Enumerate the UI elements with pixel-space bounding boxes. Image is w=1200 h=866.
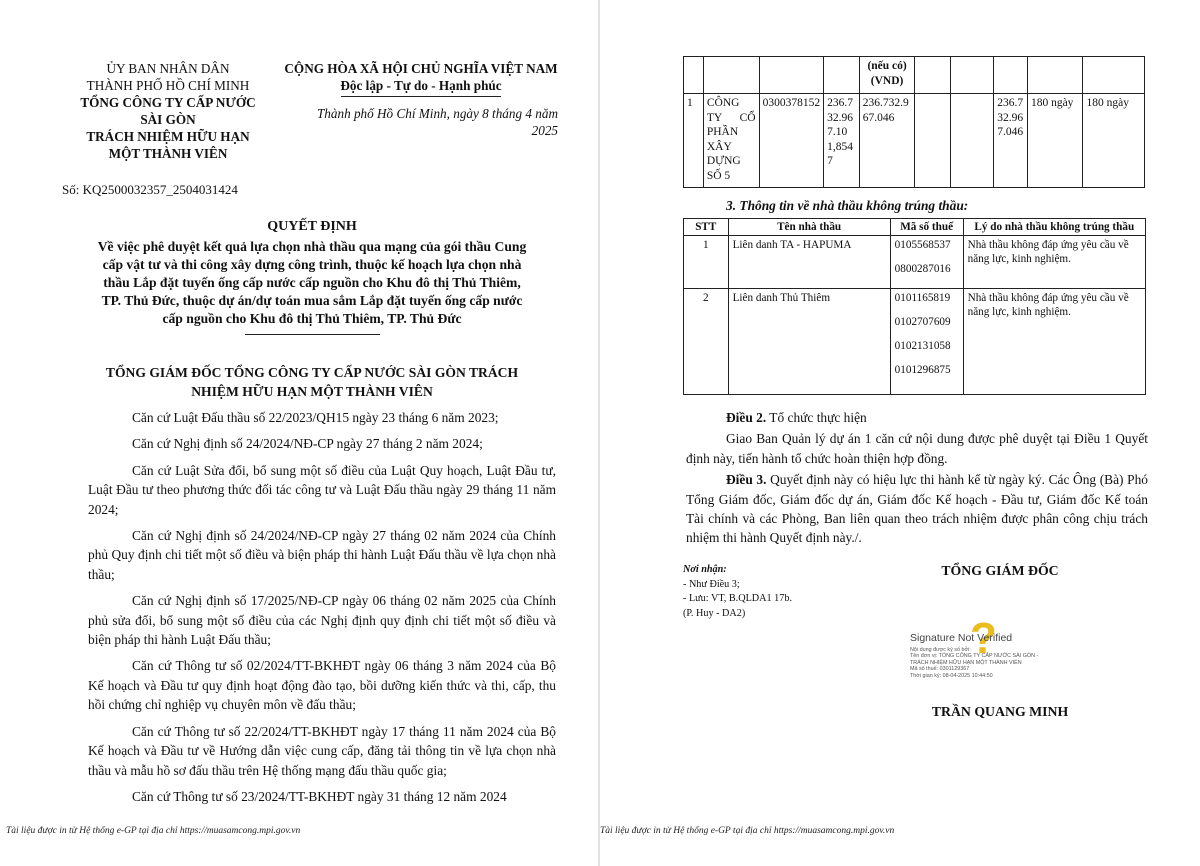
date-line: Thành phố Hồ Chí Minh, ngày 8 tháng 4 năm — [316, 106, 558, 121]
table-row — [684, 289, 1146, 395]
cell-name: Liên danh TA - HAPUMA — [728, 236, 890, 289]
article-2-heading — [686, 408, 1148, 427]
subject-line: thầu Lắp đặt tuyến ống cấp nước cấp nguồn cho Khu đô thị Thủ Thiêm, — [103, 275, 521, 290]
section-3-title: 3. Thông tin về nhà thầu không trúng thầu: — [726, 198, 969, 213]
header-cell: (nếu có) (VND) — [859, 57, 915, 94]
signature-details — [910, 647, 1110, 679]
paragraph: Căn cứ Thông tư số 02/2024/TT-BKHĐT ngày 06 tháng 3 năm 2024 của Bộ Kế hoạch và Đầu tư quy định hoạt động đào tạo, bồi dưỡng kiến thức và thi, cấp, thu hồi chứng chỉ nghiệp vụ chuyên môn về đấu thầu; — [88, 658, 556, 713]
paragraph: Căn cứ Thông tư số 22/2024/TT-BKHĐT ngày 17 tháng 11 năm 2024 của Bộ Kế hoạch và Đầu tư về Hướng dẫn việc cung cấp, đăng tải thông tin về lựa chọn nhà thầu và mẫu hồ sơ đấu thầu trên Hệ thống mạng đấu thầu quốc gia; — [88, 723, 556, 778]
left-page — [0, 0, 598, 866]
paragraph: Căn cứ Nghị định số 17/2025/NĐ-CP ngày 06 tháng 02 năm 2025 của Chính phủ sửa đổi, bổ sung một số điều của các Nghị định quy định chi tiết một số điều và biện pháp thi hành Luật Đấu thầu; — [88, 593, 556, 648]
date-line-year: 2025 — [531, 123, 558, 138]
cell-reason: Nhà thầu không đáp ứng yêu cầu về năng lực, kinh nghiệm. — [963, 289, 1145, 395]
article-3-text: Quyết định này có hiệu lực thi hành kể từ ngày ký. Các Ông (Bà) Phó Tổng Giám đốc, Giám đốc dự án, Giám đốc Kế hoạch - Đầu tư, Giám đốc Kế toán Tài chính và các Phòng, Ban liên quan theo trách nhiệm được phân công chịu trách nhiệm thi hành Quyết định này./. — [686, 472, 1148, 546]
cell-stt: 2 — [684, 289, 729, 395]
national-header — [280, 60, 562, 139]
cell-tax-codes — [890, 236, 963, 289]
signature-detail-line: Tên đơn vị: TỔNG CÔNG TY CẤP NƯỚC SÀI GÒN - — [910, 653, 1039, 660]
tax-code: 0102707609 — [894, 316, 951, 328]
cell-tax-code: 0300378152 — [759, 94, 824, 188]
recipient: - Như Điều 3; — [683, 578, 740, 590]
signer-title: TỔNG GIÁM ĐỐC — [941, 563, 1059, 578]
tax-code: 0101296875 — [894, 364, 951, 376]
articles — [686, 408, 1148, 550]
subject-line: Về việc phê duyệt kết quả lựa chọn nhà thầu qua mạng của gói thầu Cung — [97, 239, 527, 254]
signature-detail-line: Nội dung được ký số bởi: — [910, 647, 971, 653]
signature-detail-line: TRÁCH NHIỆM HỮU HẠN MỘT THÀNH VIÊN — [910, 659, 1022, 666]
motto: Độc lập - Tự do - Hạnh phúc — [340, 78, 502, 93]
article-3 — [686, 470, 1148, 548]
paragraph: Căn cứ Nghị định số 24/2024/NĐ-CP ngày 27 tháng 2 năm 2024; — [132, 436, 483, 452]
signature-detail-line: Mã số thuế: 0301129367 — [910, 666, 970, 673]
table-header-row — [684, 219, 1146, 236]
org-line: TỔNG CÔNG TY CẤP NƯỚC — [80, 95, 256, 110]
org-line: SÀI GÒN — [140, 112, 196, 127]
tax-code: 0101165819 — [894, 292, 951, 304]
column-header: STT — [684, 219, 729, 236]
cell-stt: 1 — [684, 94, 704, 188]
subject-line: TP. Thủ Đức, thuộc dự án/dự toán mua sắm Lắp đặt tuyến ống cấp nước — [101, 293, 523, 308]
table-row — [684, 57, 1145, 94]
question-mark-icon: ? — [970, 614, 997, 663]
republic-title: CỘNG HÒA XÃ HỘI CHỦ NGHĨA VIỆT NAM — [284, 61, 558, 76]
subject-line: cấp vật tư và thi công xây dựng công trình, thuộc kế hoạch lựa chọn nhà — [102, 257, 522, 272]
document-number: Số: KQ2500032357_2504031424 — [62, 182, 238, 197]
recipient: (P. Huy - DA2) — [683, 607, 746, 619]
org-line: ỦY BAN NHÂN DÂN — [106, 61, 230, 76]
organization-header — [62, 60, 274, 162]
recipients-label: Nơi nhận: — [683, 564, 727, 575]
paragraph: Căn cứ Luật Đấu thầu số 22/2023/QH15 ngày 23 tháng 6 năm 2023; — [132, 410, 499, 425]
cell-name: CÔNG TY CỔ PHẦN XÂY DỰNG SỐ 5 — [703, 94, 759, 188]
decision-title-block — [62, 218, 562, 343]
cell-price: 236.732.967.046 — [859, 94, 915, 188]
article-3-label: Điều 3. — [726, 472, 767, 488]
motto-underline — [341, 96, 501, 97]
cell-duration: 180 ngày — [1083, 94, 1145, 188]
paragraph: Căn cứ Luật Sửa đổi, bổ sung một số điều của Luật Quy hoạch, Luật Đầu tư, Luật Đầu tư theo phương thức đối tác công tư và Luật Đấu thầu ngày 29 tháng 11 năm 2024; — [88, 462, 556, 517]
cell-reason: Nhà thầu không đáp ứng yêu cầu về năng lực, kinh nghiệm. — [963, 236, 1145, 289]
paragraph: Căn cứ Nghị định số 24/2024/NĐ-CP ngày 27 tháng 02 năm 2024 của Chính phủ Quy định chi tiết một số điều và biện pháp thi hành Luật Đấu thầu về lựa chọn nhà thầu; — [88, 528, 556, 582]
cell-price: 236.732.967.101,8547 — [824, 94, 860, 188]
org-line: THÀNH PHỐ HỒ CHÍ MINH — [86, 78, 250, 93]
table-row — [684, 236, 1146, 289]
paragraph: Căn cứ Thông tư số 23/2024/TT-BKHĐT ngày 31 tháng 12 năm 2024 — [132, 788, 507, 804]
tax-code: 0105568537 — [894, 239, 951, 251]
tax-code: 0102131058 — [894, 340, 951, 352]
signer-name: TRẦN QUANG MINH — [931, 704, 1069, 719]
page-footer: Tài liệu được in từ Hệ thống e-GP tại địa chỉ https://muasamcong.mpi.gov.vn — [6, 826, 301, 836]
subject-line: cấp nguồn cho Khu đô thị Thủ Thiêm, TP. Thủ Đức — [162, 311, 462, 326]
cell-tax-codes — [890, 289, 963, 395]
table-row — [684, 94, 1145, 188]
recipient: - Lưu: VT, B.QLDA1 17b. — [683, 593, 792, 604]
right-page — [600, 0, 1200, 866]
digital-signature[interactable] — [910, 632, 1110, 679]
legal-basis — [88, 408, 556, 813]
signature-status: Signature Not Verified — [910, 632, 1013, 644]
article-2-label: Điều 2. — [726, 410, 767, 425]
title-underline — [245, 334, 380, 335]
org-line: TRÁCH NHIỆM HỮU HẠN — [86, 129, 250, 144]
cell-price: 236.732.967.046 — [994, 94, 1028, 188]
article-2-title: Tổ chức thực hiện — [766, 410, 867, 425]
tax-code: 0800287016 — [894, 263, 951, 275]
cell-name: Liên danh Thủ Thiêm — [728, 289, 890, 395]
decision-title: QUYẾT ĐỊNH — [267, 219, 357, 234]
column-header: Tên nhà thầu — [728, 219, 890, 236]
cell-stt: 1 — [684, 236, 729, 289]
org-line: MỘT THÀNH VIÊN — [108, 146, 228, 161]
column-header: Lý do nhà thầu không trúng thầu — [963, 219, 1145, 236]
winner-table — [683, 56, 1145, 188]
losing-bidders-table — [683, 218, 1146, 395]
signature-detail-line: Thời gian ký: 08-04-2025 10:44:50 — [910, 672, 993, 679]
issuer-line: NHIỆM HỮU HẠN MỘT THÀNH VIÊN — [191, 384, 433, 399]
article-2-text: Giao Ban Quản lý dự án 1 căn cứ nội dung được phê duyệt tại Điều 1 Quyết định này, tiến hành tổ chức hoàn thiện hợp đồng. — [686, 431, 1148, 466]
issuer-line: TỔNG GIÁM ĐỐC TỔNG CÔNG TY CẤP NƯỚC SÀI GÒN TRÁCH — [105, 365, 519, 380]
recipients-block — [683, 563, 792, 621]
column-header: Mã số thuế — [890, 219, 963, 236]
issuer-block — [62, 363, 562, 401]
cell-duration: 180 ngày — [1027, 94, 1083, 188]
page-footer: Tài liệu được in từ Hệ thống e-GP tại địa chỉ https://muasamcong.mpi.gov.vn — [600, 826, 895, 836]
